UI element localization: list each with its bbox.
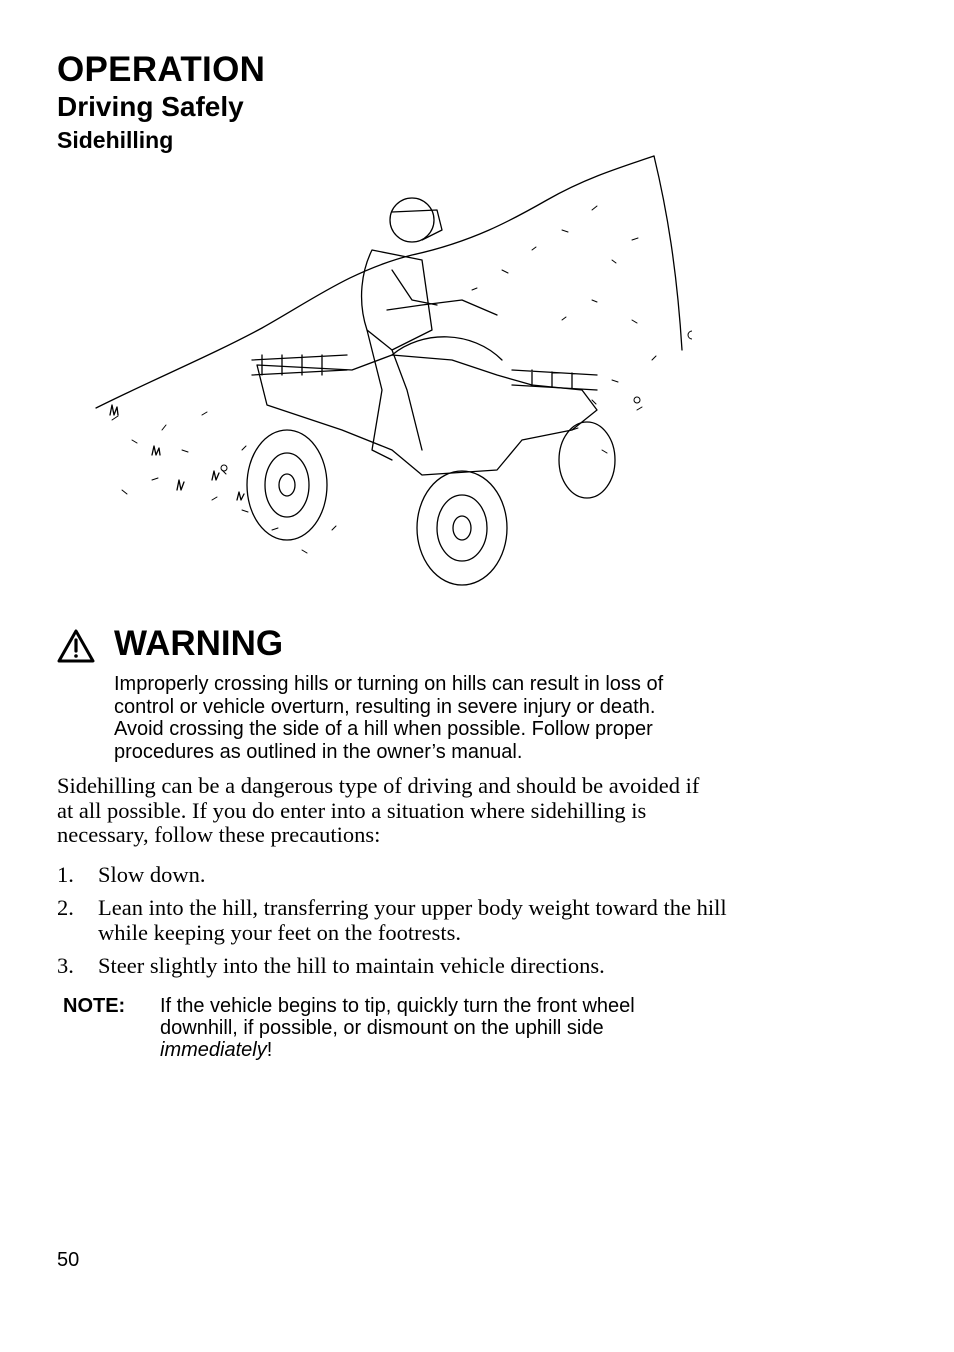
intro-line: necessary, follow these precautions: [57,822,381,847]
step-text: while keeping your feet on the footrests. [98,920,462,945]
warning-heading: WARNING [114,624,284,663]
grass-tufts [110,405,244,500]
step-number: 1. [57,862,74,887]
step-number: 3. [57,953,74,978]
step-number: 2. [57,895,74,920]
step-item [57,895,787,945]
warning-line: Avoid crossing the side of a hill when possible. Follow proper [114,718,653,740]
note-line [160,1039,750,1061]
warning-line: procedures as outlined in the owner’s manual. [114,740,523,763]
note-label: NOTE: [63,995,126,1017]
intro-paragraph [57,774,787,848]
note-text [160,995,750,1061]
topic-title: Sidehilling [57,127,174,153]
step-item [57,953,787,978]
front-rack [512,370,597,390]
far-front-wheel [559,422,615,498]
step-text: Steer slightly into the hill to maintain vehicle directions. [98,953,605,978]
hill-slope-right [654,156,682,350]
rear-wheel [247,430,327,540]
intro-line: Sidehilling can be a dangerous type of driving and should be avoided if [57,773,700,798]
warning-line: control or vehicle overturn, resulting in severe injury or death. [114,695,656,718]
front-wheel [417,471,507,585]
step-text: Slow down. [98,862,206,887]
warning-text [114,673,764,763]
step-text: Lean into the hill, transferring your upper body weight toward the hill [98,895,727,920]
section-title: OPERATION [57,50,266,89]
note-end: ! [266,1039,273,1061]
handlebar [387,300,497,315]
warning-line: Improperly crossing hills or turning on hills can result in loss of [114,673,664,695]
atv-body [257,355,597,475]
intro-line: at all possible. If you do enter into a situation where sidehilling is [57,797,647,823]
rider [362,198,442,460]
note-emphasis: immediately [160,1039,267,1061]
subsection-title: Driving Safely [57,91,244,122]
note-line: If the vehicle begins to tip, quickly turn the front wheel [160,995,635,1017]
step-item [57,862,787,887]
page-number: 50 [57,1249,80,1271]
atv-sidehill-illustration [92,150,692,595]
hillside-outline [96,156,654,408]
note-line: downhill, if possible, or dismount on the uphill side [160,1017,604,1039]
warning-triangle-icon [56,628,96,664]
